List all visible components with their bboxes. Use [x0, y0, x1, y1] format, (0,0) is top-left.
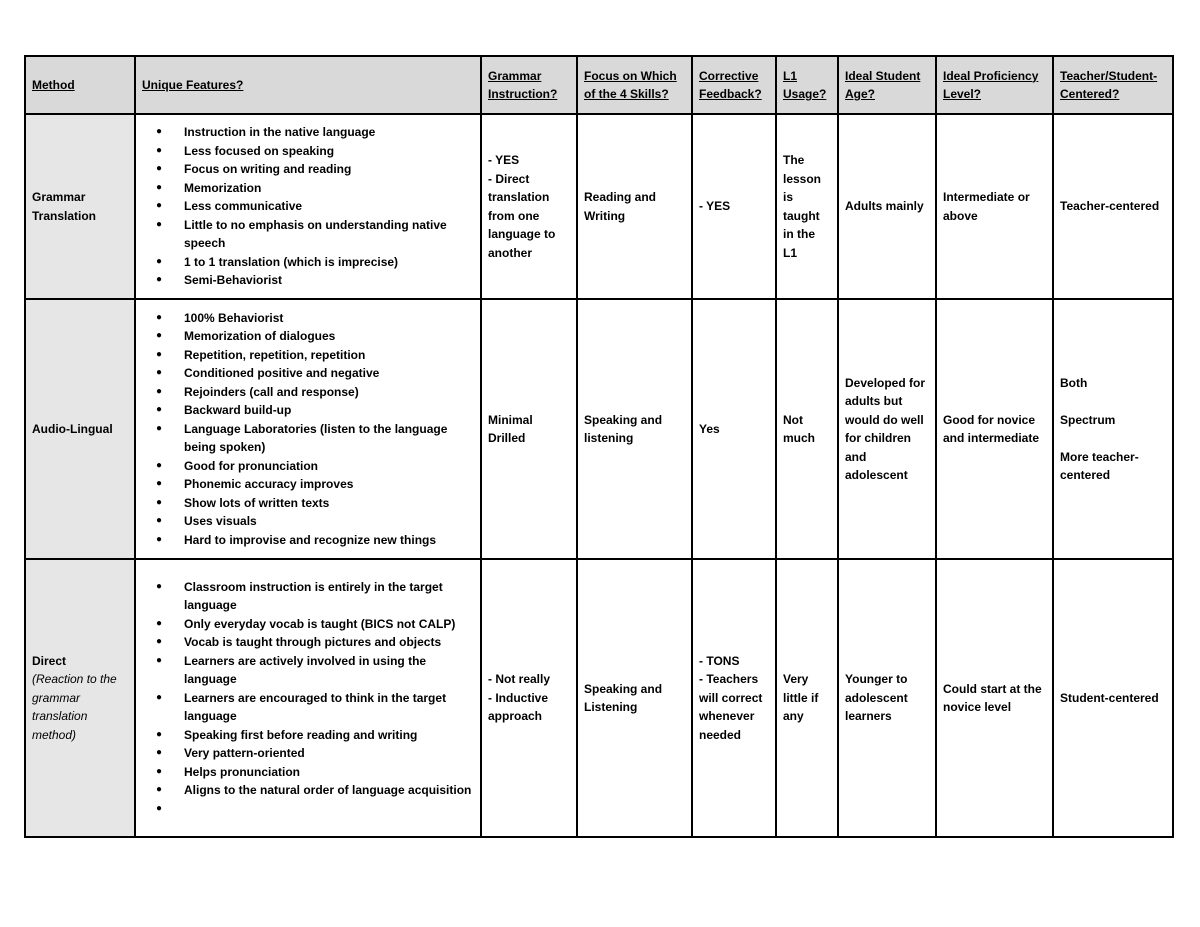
header-method: Method	[25, 56, 135, 114]
proficiency-cell: Good for novice and intermediate	[936, 299, 1053, 559]
grammar-line: Minimal	[488, 412, 533, 427]
header-grammar-instruction: Grammar Instruction?	[481, 56, 577, 114]
method-cell	[25, 559, 135, 837]
method-cell	[25, 114, 135, 299]
age-cell: Adults mainly	[838, 114, 936, 299]
skills-cell: Speaking and Listening	[577, 559, 692, 837]
grammar-line: - Direct translation from one language to another	[488, 171, 556, 260]
features-cell	[135, 299, 481, 559]
list-item: ● 1 to 1 translation (which is imprecise)	[184, 253, 474, 272]
list-item	[184, 800, 474, 819]
grammar-cell	[481, 114, 577, 299]
proficiency-cell: Intermediate or above	[936, 114, 1053, 299]
list-item: ● Aligns to the natural order of language acquisition	[184, 781, 474, 800]
feedback-line: - TONS	[699, 653, 740, 668]
grammar-line: Drilled	[488, 431, 526, 445]
header-student-age: Ideal Student Age?	[838, 56, 936, 114]
list-item: ● Very pattern-oriented	[184, 744, 474, 763]
list-item: ● Memorization	[184, 179, 474, 198]
feedback-line: - Teachers will correct whenever needed	[699, 672, 763, 742]
feedback-cell: Yes	[692, 299, 776, 559]
list-item: ● Good for pronunciation	[184, 457, 474, 476]
list-item: ● Little to no emphasis on understanding native speech	[184, 216, 474, 253]
list-item: ● Focus on writing and reading	[184, 160, 474, 179]
features-cell	[135, 559, 481, 837]
skills-cell: Speaking and listening	[577, 299, 692, 559]
age-cell: Developed for adults but would do well for children and adolescent	[838, 299, 936, 559]
l1-cell: Very little if any	[776, 559, 838, 837]
list-item: ● 100% Behaviorist	[184, 309, 474, 328]
list-item: ● Learners are encouraged to think in the target language	[184, 689, 474, 726]
features-list	[142, 123, 474, 290]
method-cell	[25, 299, 135, 559]
list-item: ● Repetition, repetition, repetition	[184, 346, 474, 365]
proficiency-cell: Could start at the novice level	[936, 559, 1053, 837]
method-name: Direct	[32, 653, 67, 668]
header-row	[25, 56, 1173, 114]
feedback-cell: - YES	[692, 114, 776, 299]
header-unique-features: Unique Features?	[135, 56, 481, 114]
features-list	[142, 309, 474, 550]
table-row	[25, 114, 1173, 299]
method-name: Grammar Translation	[32, 190, 97, 223]
skills-cell: Reading and Writing	[577, 114, 692, 299]
list-item: ● Less focused on speaking	[184, 142, 474, 161]
list-item: ● Instruction in the native language	[184, 123, 474, 142]
header-l1-usage: L1 Usage?	[776, 56, 838, 114]
header-skills-focus: Focus on Which of the 4 Skills?	[577, 56, 692, 114]
table-row	[25, 559, 1173, 837]
feedback-cell	[692, 559, 776, 837]
list-item: ● Memorization of dialogues	[184, 327, 474, 346]
methods-comparison-table	[24, 55, 1174, 838]
list-item: ● Semi-Behaviorist	[184, 271, 474, 290]
centered-cell	[1053, 114, 1173, 299]
list-item: ● Less communicative	[184, 197, 474, 216]
list-item: ● Hard to improvise and recognize new things	[184, 531, 474, 550]
list-item: ● Learners are actively involved in using the language	[184, 652, 474, 689]
age-cell: Younger to adolescent learners	[838, 559, 936, 837]
features-cell	[135, 114, 481, 299]
centered-line: More teacher-centered	[1060, 449, 1139, 482]
l1-cell: The lesson is taught in the L1	[776, 114, 838, 299]
list-item: ● Language Laboratories (listen to the language being spoken)	[184, 420, 474, 457]
list-item: ● Backward build-up	[184, 401, 474, 420]
list-item: ● Classroom instruction is entirely in the target language	[184, 578, 474, 615]
list-item: ● Vocab is taught through pictures and objects	[184, 633, 474, 652]
list-item: ● Uses visuals	[184, 512, 474, 531]
centered-line: Student-centered	[1060, 690, 1159, 705]
features-list	[142, 578, 474, 819]
centered-line: Both	[1060, 375, 1088, 390]
list-item: ● Phonemic accuracy improves	[184, 475, 474, 494]
grammar-cell	[481, 559, 577, 837]
grammar-line: - Inductive approach	[488, 690, 549, 724]
list-item: ● Speaking first before reading and writing	[184, 726, 474, 745]
method-note: (Reaction to the grammar translation method)	[32, 672, 117, 742]
list-item: ● Rejoinders (call and response)	[184, 383, 474, 402]
list-item: ● Only everyday vocab is taught (BICS not CALP)	[184, 615, 474, 634]
centered-line: Teacher-centered	[1060, 199, 1160, 214]
grammar-line: - Not really	[488, 672, 551, 687]
spacer	[1060, 392, 1166, 411]
list-item: ● Conditioned positive and negative	[184, 364, 474, 383]
header-corrective-feedback: Corrective Feedback?	[692, 56, 776, 114]
centered-line: Spectrum	[1060, 412, 1116, 427]
centered-cell	[1053, 299, 1173, 559]
centered-cell	[1053, 559, 1173, 837]
method-name: Audio-Lingual	[32, 421, 113, 436]
l1-cell: Not much	[776, 299, 838, 559]
spacer	[1060, 429, 1166, 448]
table-row	[25, 299, 1173, 559]
grammar-cell	[481, 299, 577, 559]
list-item: ● Show lots of written texts	[184, 494, 474, 513]
list-item: ● Helps pronunciation	[184, 763, 474, 782]
grammar-line: - YES	[488, 153, 520, 167]
header-teacher-student-centered: Teacher/Student-Centered?	[1053, 56, 1173, 114]
header-proficiency-level: Ideal Proficiency Level?	[936, 56, 1053, 114]
